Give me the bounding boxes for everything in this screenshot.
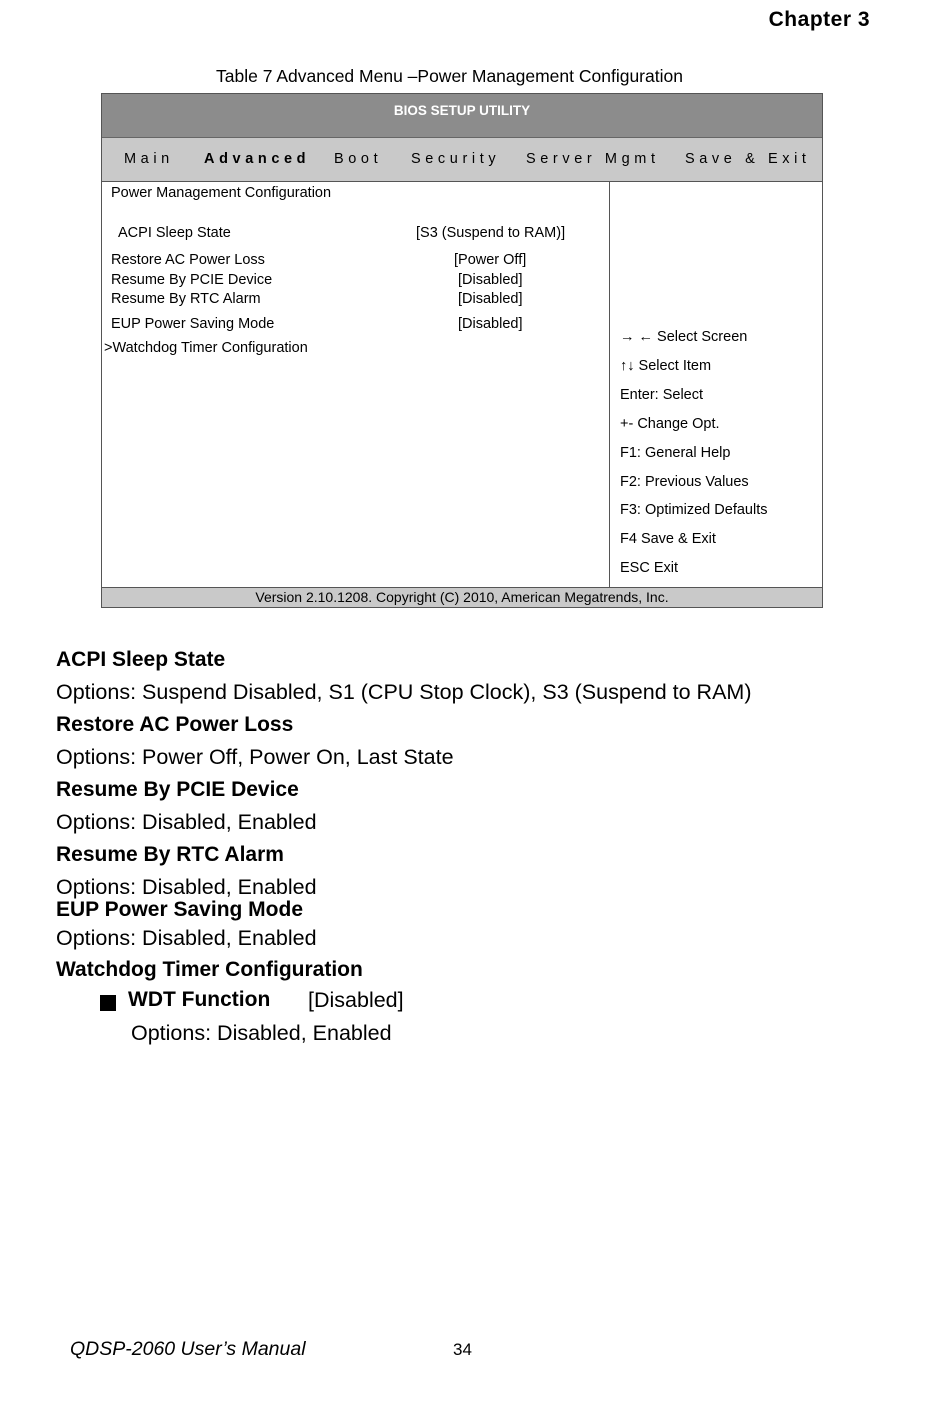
manual-title: QDSP-2060 User’s Manual bbox=[70, 1338, 306, 1360]
eup-power-saving-options: Options: Disabled, Enabled bbox=[56, 926, 317, 950]
help-esc: ESC Exit bbox=[620, 560, 679, 576]
wdt-function-value: [Disabled] bbox=[308, 988, 404, 1012]
resume-rtc-label[interactable]: Resume By RTC Alarm bbox=[111, 291, 261, 307]
help-f1: F1: General Help bbox=[620, 445, 731, 461]
menu-security[interactable]: Security bbox=[411, 151, 501, 167]
resume-rtc-options: Options: Disabled, Enabled bbox=[56, 875, 317, 899]
help-f3: F3: Optimized Defaults bbox=[620, 502, 768, 518]
bios-menu-bar bbox=[102, 138, 822, 182]
menu-main[interactable]: Main bbox=[124, 151, 174, 167]
help-f4: F4 Save & Exit bbox=[620, 531, 716, 547]
menu-server-mgmt[interactable]: Server Mgmt bbox=[526, 151, 660, 167]
menu-advanced[interactable]: Advanced bbox=[204, 151, 311, 167]
watchdog-timer-heading: Watchdog Timer Configuration bbox=[56, 958, 363, 981]
resume-rtc-heading: Resume By RTC Alarm bbox=[56, 843, 284, 866]
help-select-item: ↑↓ Select Item bbox=[620, 358, 712, 374]
restore-ac-power-loss-label[interactable]: Restore AC Power Loss bbox=[111, 252, 265, 268]
watchdog-submenu-link[interactable]: >Watchdog Timer Configuration bbox=[104, 340, 308, 356]
acpi-sleep-state-label[interactable]: ACPI Sleep State bbox=[118, 225, 231, 241]
resume-pcie-heading: Resume By PCIE Device bbox=[56, 778, 299, 801]
acpi-sleep-state-heading: ACPI Sleep State bbox=[56, 648, 226, 671]
bios-body bbox=[102, 182, 822, 587]
bios-title: BIOS SETUP UTILITY bbox=[102, 94, 822, 138]
resume-pcie-label[interactable]: Resume By PCIE Device bbox=[111, 272, 273, 288]
help-select-screen: → ← Select Screen bbox=[620, 329, 748, 345]
resume-pcie-options: Options: Disabled, Enabled bbox=[56, 810, 317, 834]
page-number: 34 bbox=[453, 1340, 472, 1359]
bios-screen bbox=[101, 93, 823, 608]
menu-boot[interactable]: Boot bbox=[334, 151, 383, 167]
acpi-sleep-state-value[interactable]: [S3 (Suspend to RAM)] bbox=[416, 225, 566, 241]
restore-ac-power-loss-heading: Restore AC Power Loss bbox=[56, 713, 294, 736]
help-change-opt: +- Change Opt. bbox=[620, 416, 720, 432]
help-f2: F2: Previous Values bbox=[620, 474, 749, 490]
chapter-heading: Chapter 3 bbox=[768, 8, 870, 31]
restore-ac-power-loss-value[interactable]: [Power Off] bbox=[454, 252, 527, 268]
acpi-sleep-state-options: Options: Suspend Disabled, S1 (CPU Stop Clock), S3 (Suspend to RAM) bbox=[56, 680, 752, 704]
square-bullet-icon bbox=[100, 995, 116, 1011]
bios-footer: Version 2.10.1208. Copyright (C) 2010, American Megatrends, Inc. bbox=[102, 587, 822, 607]
wdt-function-options: Options: Disabled, Enabled bbox=[131, 1021, 392, 1045]
eup-power-saving-heading: EUP Power Saving Mode bbox=[56, 898, 304, 921]
bios-section-title: Power Management Configuration bbox=[111, 185, 332, 201]
wdt-function-label: WDT Function bbox=[128, 988, 271, 1011]
eup-power-saving-label[interactable]: EUP Power Saving Mode bbox=[111, 316, 275, 332]
menu-save-exit[interactable]: Save & Exit bbox=[685, 151, 811, 167]
panel-divider bbox=[609, 182, 610, 587]
resume-pcie-value[interactable]: [Disabled] bbox=[458, 272, 523, 288]
eup-power-saving-value[interactable]: [Disabled] bbox=[458, 316, 523, 332]
table-caption: Table 7 Advanced Menu –Power Management Configuration bbox=[216, 66, 683, 86]
help-enter: Enter: Select bbox=[620, 387, 704, 403]
resume-rtc-value[interactable]: [Disabled] bbox=[458, 291, 523, 307]
restore-ac-power-loss-options: Options: Power Off, Power On, Last State bbox=[56, 745, 454, 769]
